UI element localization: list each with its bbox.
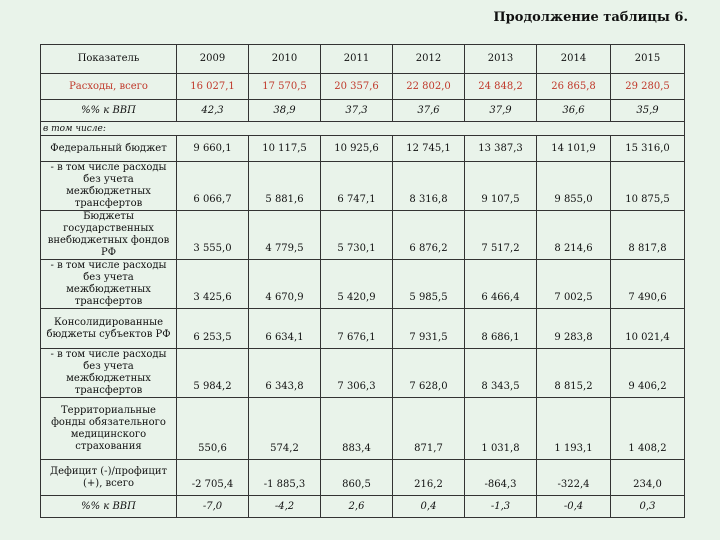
cell-value: 7 490,6 (611, 260, 685, 309)
cell-value: 37,3 (321, 100, 393, 122)
table-row (41, 136, 685, 162)
cell-value: 5 881,6 (249, 162, 321, 211)
cell-value: 10 875,5 (611, 162, 685, 211)
header-year: 2015 (611, 45, 685, 74)
row-label: - в том числе расходы без учета межбюджетных трансфертов (41, 162, 177, 211)
cell-value: 5 984,2 (177, 349, 249, 398)
cell-value: 37,6 (393, 100, 465, 122)
cell-value: -864,3 (465, 460, 537, 496)
cell-value: 8 686,1 (465, 309, 537, 349)
table-caption: Продолжение таблицы 6. (493, 10, 688, 25)
cell-value: 7 676,1 (321, 309, 393, 349)
cell-value: 4 779,5 (249, 211, 321, 260)
cell-value: 550,6 (177, 398, 249, 460)
table-row (41, 162, 685, 211)
cell-value: 16 027,1 (177, 74, 249, 100)
row-label: Консолидированные бюджеты субъектов РФ (41, 309, 177, 349)
cell-value: 0,3 (611, 496, 685, 518)
cell-value: 883,4 (321, 398, 393, 460)
table-row (41, 460, 685, 496)
cell-value: 5 730,1 (321, 211, 393, 260)
cell-value: 29 280,5 (611, 74, 685, 100)
row-label: - в том числе расходы без учета межбюджетных трансфертов (41, 260, 177, 309)
cell-value: 8 214,6 (537, 211, 611, 260)
cell-value: 5 420,9 (321, 260, 393, 309)
cell-value: 6 747,1 (321, 162, 393, 211)
table-row (41, 496, 685, 518)
header-year: 2009 (177, 45, 249, 74)
cell-value: 0,4 (393, 496, 465, 518)
cell-value: 42,3 (177, 100, 249, 122)
header-year: 2010 (249, 45, 321, 74)
row-label: - в том числе расходы без учета межбюджетных трансфертов (41, 349, 177, 398)
cell-value: 10 117,5 (249, 136, 321, 162)
cell-value: 13 387,3 (465, 136, 537, 162)
cell-value: 574,2 (249, 398, 321, 460)
cell-value: 8 316,8 (393, 162, 465, 211)
cell-value: 15 316,0 (611, 136, 685, 162)
cell-value: 10 925,6 (321, 136, 393, 162)
cell-value: 1 408,2 (611, 398, 685, 460)
cell-value: 7 002,5 (537, 260, 611, 309)
cell-value: 10 021,4 (611, 309, 685, 349)
table-row (41, 74, 685, 100)
cell-value: 8 815,2 (537, 349, 611, 398)
cell-value: 5 985,5 (393, 260, 465, 309)
row-label: %% к ВВП (41, 100, 177, 122)
header-label: Показатель (41, 45, 177, 74)
table-row (41, 100, 685, 122)
table-row (41, 211, 685, 260)
budget-table (40, 44, 685, 518)
cell-value: 860,5 (321, 460, 393, 496)
cell-value: -1,3 (465, 496, 537, 518)
cell-value: 6 253,5 (177, 309, 249, 349)
cell-value: 1 193,1 (537, 398, 611, 460)
header-row (41, 45, 685, 74)
cell-value: 3 425,6 (177, 260, 249, 309)
cell-value: 7 517,2 (465, 211, 537, 260)
cell-value: 8 343,5 (465, 349, 537, 398)
cell-value: 14 101,9 (537, 136, 611, 162)
cell-value: 12 745,1 (393, 136, 465, 162)
cell-value: 6 066,7 (177, 162, 249, 211)
cell-value: 20 357,6 (321, 74, 393, 100)
cell-value: 234,0 (611, 460, 685, 496)
cell-value: 6 634,1 (249, 309, 321, 349)
subheader-label: в том числе: (41, 122, 685, 136)
row-label: Территориальные фонды обязательного медицинского страхования (41, 398, 177, 460)
cell-value: 3 555,0 (177, 211, 249, 260)
table-row (41, 309, 685, 349)
cell-value: -322,4 (537, 460, 611, 496)
row-label: %% к ВВП (41, 496, 177, 518)
row-label: Бюджеты государственных внебюджетных фондов РФ (41, 211, 177, 260)
header-year: 2011 (321, 45, 393, 74)
cell-value: 7 306,3 (321, 349, 393, 398)
cell-value: 26 865,8 (537, 74, 611, 100)
cell-value: -4,2 (249, 496, 321, 518)
cell-value: 8 817,8 (611, 211, 685, 260)
cell-value: 38,9 (249, 100, 321, 122)
cell-value: 4 670,9 (249, 260, 321, 309)
cell-value: 7 931,5 (393, 309, 465, 349)
cell-value: 24 848,2 (465, 74, 537, 100)
cell-value: 1 031,8 (465, 398, 537, 460)
table-row (41, 398, 685, 460)
row-label: Дефицит (-)/профицит (+), всего (41, 460, 177, 496)
cell-value: -7,0 (177, 496, 249, 518)
cell-value: 871,7 (393, 398, 465, 460)
cell-value: 6 343,8 (249, 349, 321, 398)
cell-value: 9 406,2 (611, 349, 685, 398)
header-year: 2012 (393, 45, 465, 74)
cell-value: 36,6 (537, 100, 611, 122)
cell-value: 9 283,8 (537, 309, 611, 349)
cell-value: 17 570,5 (249, 74, 321, 100)
row-label: Расходы, всего (41, 74, 177, 100)
cell-value: 37,9 (465, 100, 537, 122)
cell-value: 22 802,0 (393, 74, 465, 100)
cell-value: -1 885,3 (249, 460, 321, 496)
cell-value: 6 876,2 (393, 211, 465, 260)
row-label: Федеральный бюджет (41, 136, 177, 162)
cell-value: 9 107,5 (465, 162, 537, 211)
cell-value: 2,6 (321, 496, 393, 518)
cell-value: 6 466,4 (465, 260, 537, 309)
cell-value: 9 855,0 (537, 162, 611, 211)
cell-value: 35,9 (611, 100, 685, 122)
table-row (41, 260, 685, 309)
header-year: 2014 (537, 45, 611, 74)
table-row (41, 122, 685, 136)
cell-value: -0,4 (537, 496, 611, 518)
cell-value: 7 628,0 (393, 349, 465, 398)
cell-value: 216,2 (393, 460, 465, 496)
header-year: 2013 (465, 45, 537, 74)
cell-value: 9 660,1 (177, 136, 249, 162)
table-row (41, 349, 685, 398)
cell-value: -2 705,4 (177, 460, 249, 496)
